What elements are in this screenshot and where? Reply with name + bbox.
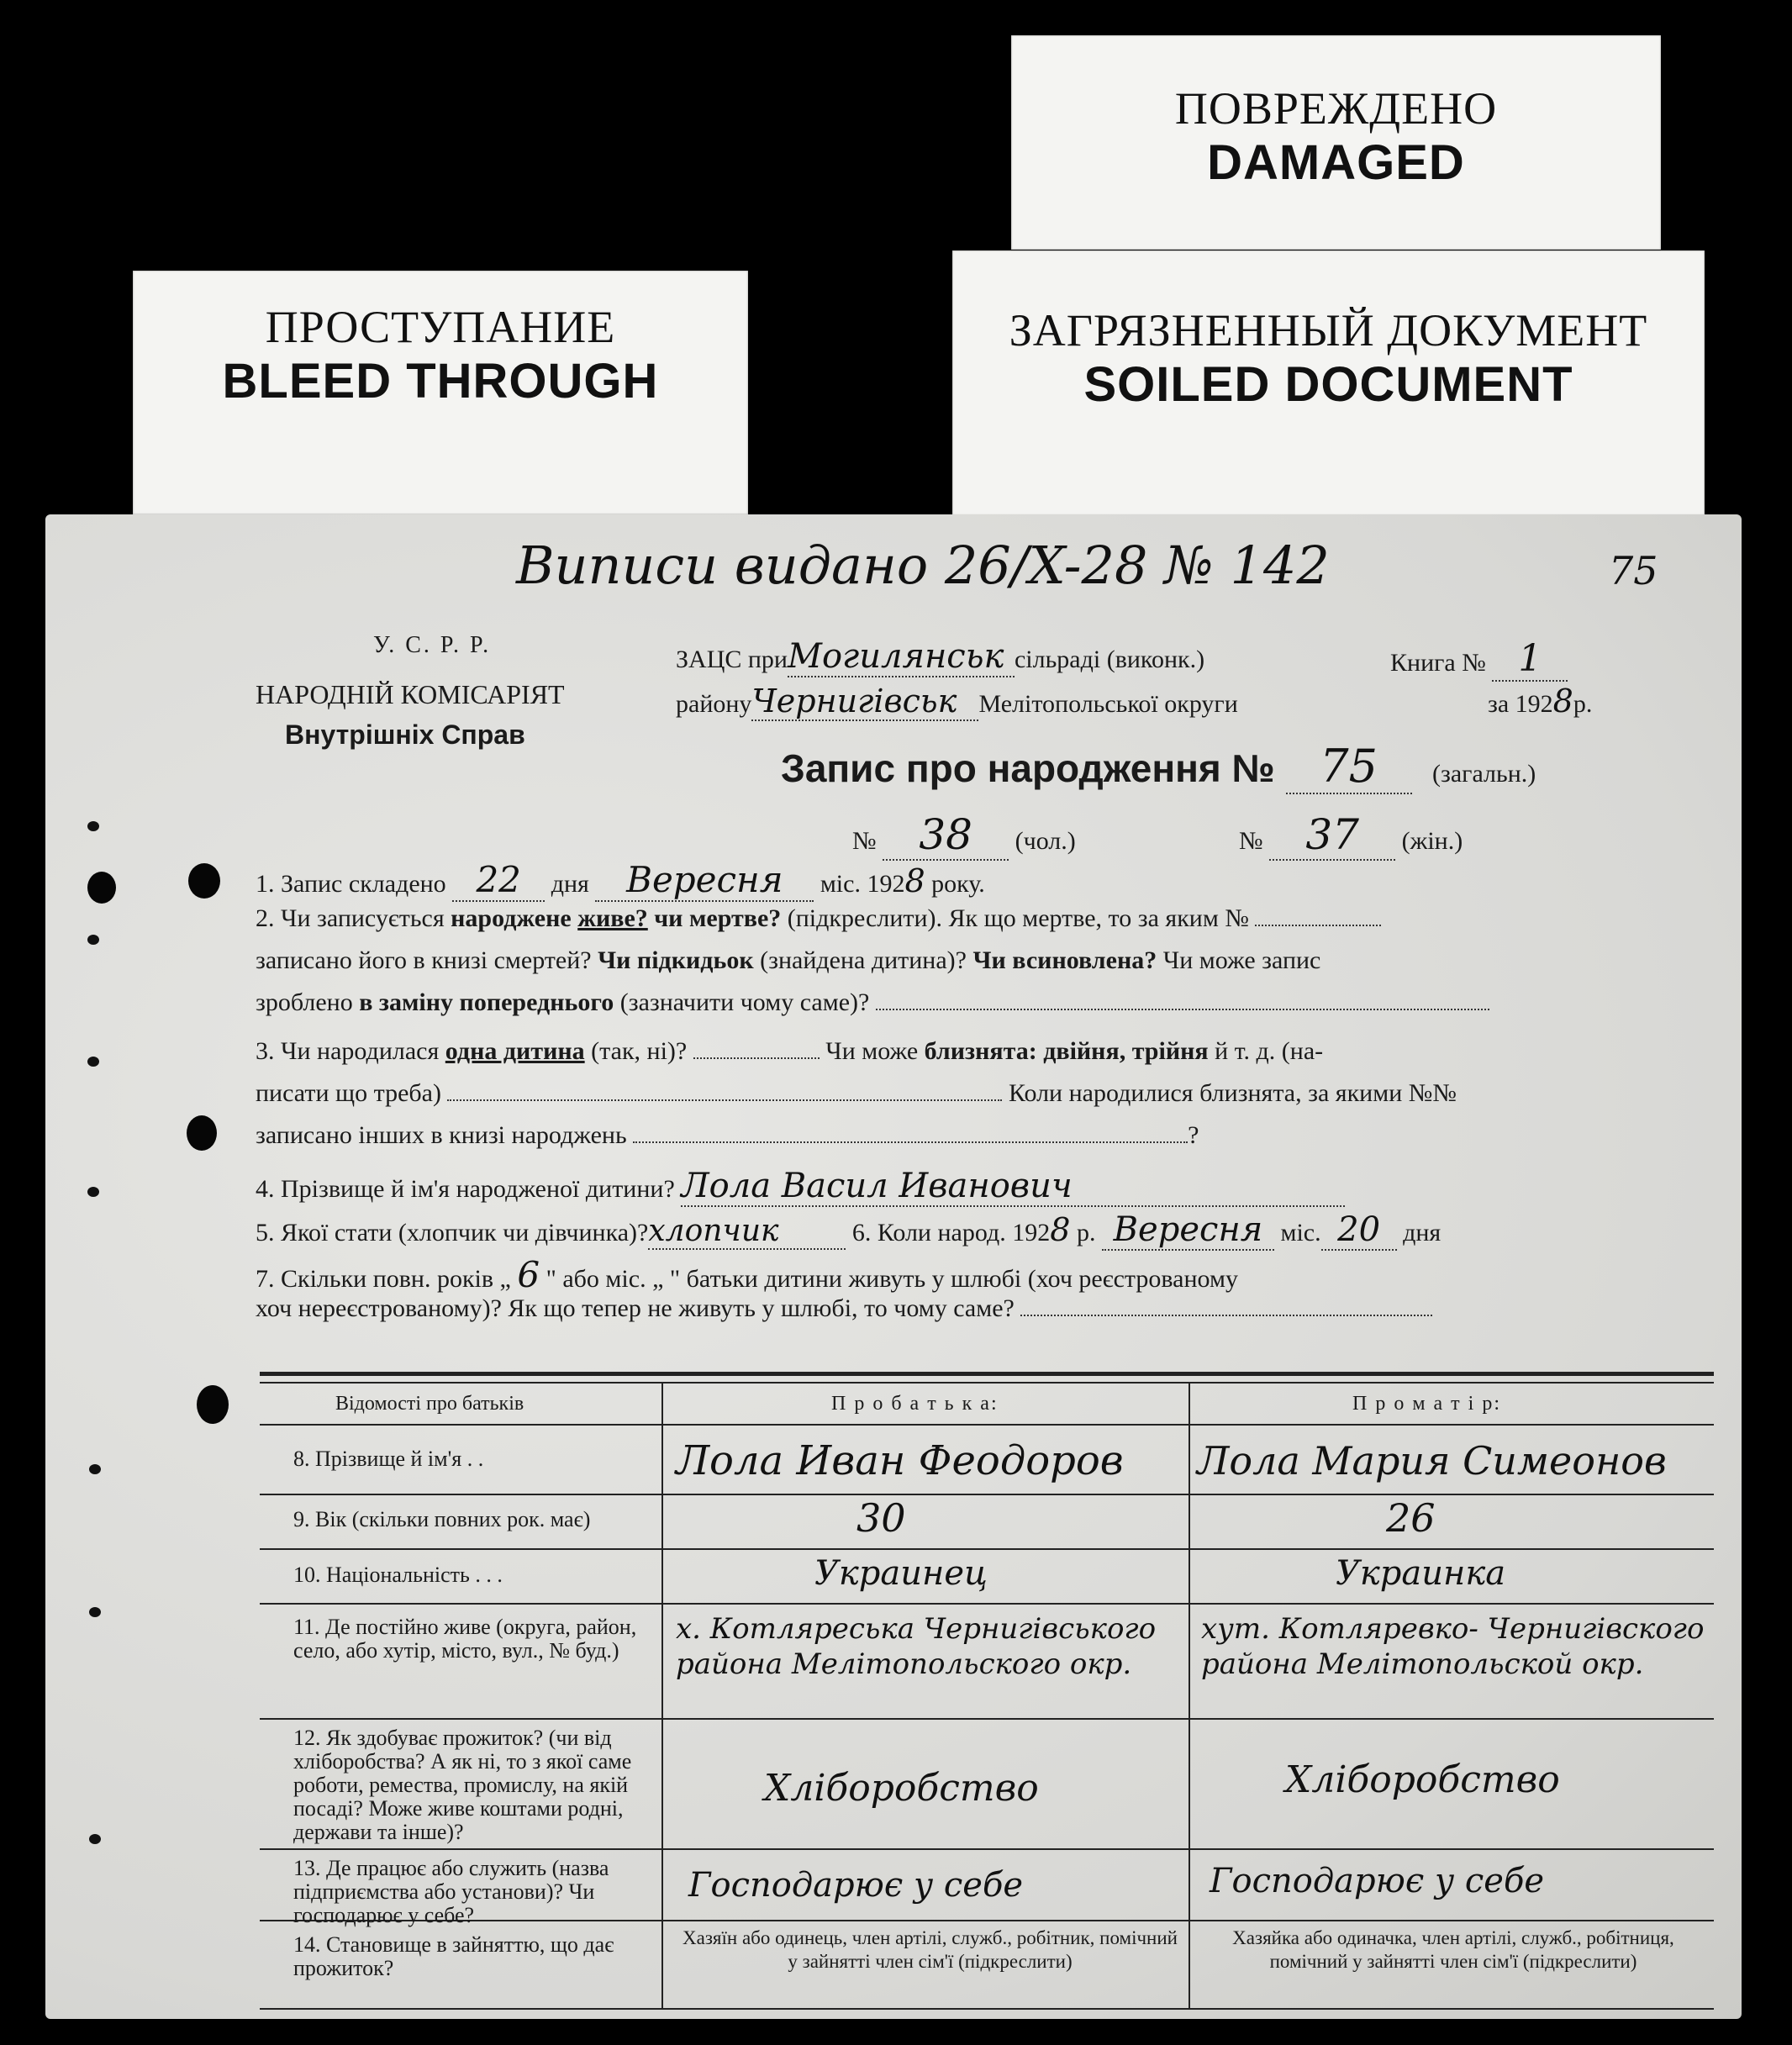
ink-dot [87,935,99,945]
mother-livelihood: Хліборобство [1285,1758,1560,1801]
male-no-value: 38 [883,810,1009,861]
q7-text-a: 7. Скільки повн. років „ [256,1265,511,1293]
internal-affairs-heading: Внутрішніх Справ [285,719,525,750]
q7-text-c: " батьки дитини живуть у шлюбі (хоч реєстрованому [669,1265,1238,1293]
female-no-label: № [1239,827,1263,855]
father-name: Лола Иван Феодоров [676,1437,1124,1484]
ink-dot [87,1057,99,1067]
child-name: Лола Васил Иванович [681,1167,1345,1207]
q7-line2: хоч нереєстрованому)? Як що тепер не живуть у шлюбі, то чому саме? [256,1294,1015,1322]
q3-twins: близнята: двійня, трійня [924,1037,1209,1065]
mother-occupation-status: Хазяйка або одиначка, член артілі, служб., робітниця, помічний у зайнятті член сім'ї (підкреслити) [1232,1927,1674,1972]
q6-year-label: р. [1076,1219,1096,1247]
issued-extract-note: Виписи видано 26/X-28 № 142 [516,535,1330,596]
row-label-workplace: 13. Де працює або служить (назва підприємства або установи)? Чи господарює у себе? [293,1856,609,1927]
q1-text: 1. Запис складено [256,870,446,898]
question-2-line-2 [256,946,1320,975]
soiled-label-ru: ЗАГРЯЗНЕННЫЙ ДОКУМЕНТ [1009,305,1648,356]
father-age: 30 [856,1495,906,1541]
q3-one-child: одна дитина [445,1037,585,1065]
question-7 [256,1254,1238,1295]
q2-line3-b: в заміну попереднього [359,988,614,1016]
record-title [781,740,1412,794]
q3-line3-end: ? [1188,1121,1199,1149]
q1-day-label: дня [551,870,589,898]
q1-year: 8 [904,862,925,899]
damaged-label-en: DAMAGED [1207,135,1465,190]
ink-dot [87,821,99,831]
birth-record-sheet [45,514,1742,2019]
corner-number: 75 [1609,548,1658,593]
usrr-heading: У. С. Р. Р. [373,632,492,658]
q6-day: 20 [1321,1210,1397,1251]
father-livelihood: Хліборобство [764,1767,1039,1810]
soiled-document-label [952,250,1705,515]
book-value: 1 [1492,637,1568,682]
ink-dot [87,1187,99,1197]
record-number: 75 [1286,740,1412,794]
q6-month-label: міс. [1280,1219,1321,1247]
q1-year-label: року. [931,870,985,898]
q1-month-label: міс. 192 [820,870,905,898]
question-7-line-2 [256,1294,1432,1323]
q2-line2-a: записано його в книзі смертей? [256,946,592,974]
q2-text-b: народжене [451,904,572,932]
question-1 [256,859,985,902]
q4-text: 4. Прізвище й ім'я народженої дитини? [256,1175,675,1203]
mother-name: Лола Мария Симеонов [1197,1438,1667,1484]
year-prefix: за 192 [1488,690,1553,718]
q2-line2-b: Чи підкидьок [598,946,754,974]
q3-text-d: Чи може [825,1037,919,1065]
q6-year: 8 [1050,1211,1071,1248]
damaged-label [1011,35,1661,250]
question-2-line-3 [256,988,1489,1017]
female-number [1239,810,1463,861]
child-sex: хлопчик [648,1214,846,1250]
q1-day: 22 [452,859,545,902]
total-label: (загальн.) [1432,760,1536,788]
ink-dot [89,1607,101,1617]
female-no-value: 37 [1269,810,1395,861]
q3-line2-b: Коли народилися близнята, за якими №№ [1008,1079,1457,1107]
year-value: 8 [1552,683,1573,719]
question-5-6 [256,1210,1441,1251]
punch-hole [87,872,116,904]
commissariat-heading: НАРОДНІЙ КОМІСАРІЯТ [256,679,565,709]
q2-dead: чи мертве? [654,904,782,932]
q3-text-c: (так, ні)? [591,1037,688,1065]
q2-line2-c: (знайдена дитина)? [760,946,967,974]
father-nationality: Украинец [814,1554,988,1593]
question-3-line-2 [256,1079,1457,1108]
mother-workplace: Господарює у себе [1210,1862,1545,1900]
damaged-label-ru: ПОВРЕЖДЕНО [1174,83,1498,134]
q6-day-label: дня [1403,1219,1442,1247]
zags-suffix: сільраді (виконк.) [1014,646,1205,673]
male-label: (чол.) [1015,827,1076,855]
mother-age: 26 [1386,1495,1436,1541]
male-number [852,810,1076,861]
zags-value: Могилянськ [788,637,1015,677]
female-label: (жін.) [1401,827,1463,855]
q2-text-e: (підкреслити). Як що мертве, то за яким № [787,904,1249,932]
col-header-mother: П р о м а т і р: [1352,1393,1501,1415]
punch-hole [197,1385,229,1424]
district-prefix: району [676,690,752,718]
male-no-label: № [852,827,877,855]
question-4 [256,1167,1345,1207]
ink-dot [89,1464,101,1474]
q1-month: Вересня [595,859,814,902]
mother-residence: хут. Котляревко- Чернигівского района Мелітопольской окр. [1201,1612,1705,1681]
ink-dot [89,1834,101,1844]
punch-hole [187,1115,217,1151]
row-label-age: 9. Вік (скільки повних рок. має) [293,1507,591,1531]
book-label: Книга № [1390,649,1486,677]
father-workplace: Господарює у себе [688,1866,1024,1905]
record-title-text: Запис про народження № [781,746,1275,790]
punch-hole [188,863,220,899]
row-label-nationality: 10. Національність . . . [293,1563,503,1587]
q5-text: 5. Якої стати (хлопчик чи дівчинка)? [256,1219,649,1247]
soiled-label-en: SOILED DOCUMENT [1083,357,1573,412]
col-header-father: П р о б а т ь к а: [831,1393,999,1415]
bleed-through-label [133,271,748,514]
row-label-residence: 11. Де постійно живе (округа, район, село, або хутір, місто, вул., № буд.) [293,1615,637,1663]
year-line [1488,683,1592,719]
father-occupation-status: Хазяїн або одинець, член артілі, служб., робітник, помічний у зайнятті член сім'ї (підкреслити) [683,1927,1178,1972]
bleed-label-ru: ПРОСТУПАНИЕ [265,302,616,352]
zags-line [676,637,1204,677]
q2-alive: живе? [577,904,648,932]
q2-line3-a: зроблено [256,988,353,1016]
q7-text-b: " або міс. „ [546,1265,664,1293]
question-2 [256,904,1381,933]
q3-text-f: й т. д. (на- [1215,1037,1324,1065]
q2-line3-c: (зазначити чому саме)? [619,988,870,1016]
year-suffix: р. [1573,690,1593,718]
district-value: Чернигівськ [751,683,978,721]
q2-line2-e: Чи може запис [1162,946,1321,974]
col-header-parents: Відомості про батьків [335,1393,524,1415]
q2-text-a: 2. Чи записується [256,904,445,932]
father-residence: х. Котляреська Чернигівського района Мелітопольского окр. [676,1612,1157,1681]
question-3-line-3 [256,1121,1199,1150]
bleed-label-en: BLEED THROUGH [222,354,659,408]
q3-text-a: 3. Чи народилася [256,1037,440,1065]
zags-prefix: ЗАЦС при [676,646,788,673]
mother-nationality: Украинка [1336,1554,1506,1593]
question-3 [256,1037,1323,1066]
district-suffix: Мелітопольської округи [978,690,1238,718]
book-number [1390,637,1568,682]
q2-line2-d: Чи всиновлена? [972,946,1157,974]
marriage-years: 6 [517,1254,540,1295]
q3-line2-a: писати що треба) [256,1079,441,1107]
q6-month: Вересня [1102,1210,1274,1251]
q6-text: 6. Коли народ. 192 [851,1219,1051,1247]
district-line [676,683,1238,721]
row-label-occupation-status: 14. Становище в зайняттю, що дає прожиток? [293,1932,614,1980]
row-label-livelihood: 12. Як здобуває прожиток? (чи від хліборобства? А як ні, то з якої саме роботи, ремества, промислу, на якій посаді? Може живе коштами родні, держави та інше)? [293,1726,632,1844]
row-label-name: 8. Прізвище й ім'я . . [293,1447,484,1471]
q3-line3: записано інших в книзі народжень [256,1121,627,1149]
